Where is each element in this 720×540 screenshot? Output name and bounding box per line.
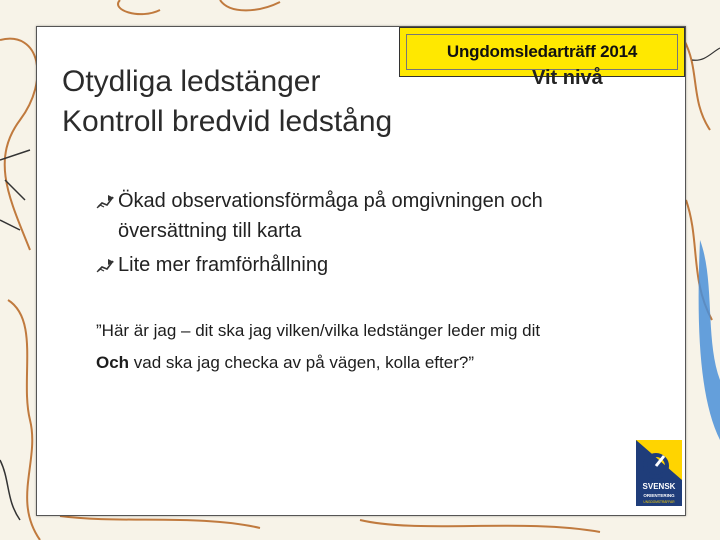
title-line-2: Kontroll bredvid ledstång	[62, 105, 393, 138]
event-banner-label: Ungdomsledarträff 2014	[406, 34, 678, 70]
quote-line-2	[96, 352, 616, 374]
level-label: Vit nivå	[532, 67, 603, 89]
bullet-text: Lite mer framförhållning	[118, 254, 329, 276]
quote-block	[96, 320, 616, 384]
orienteering-flag-icon	[96, 257, 116, 273]
quote-emphasis: Och	[96, 353, 130, 372]
svg-text:ORIENTERING: ORIENTERING	[643, 493, 675, 498]
svensk-orientering-logo	[636, 440, 682, 506]
bullet-item	[96, 186, 656, 246]
page-title	[62, 62, 392, 142]
title-line-1: Otydliga ledstänger	[62, 65, 321, 98]
svg-text:UNGDOMSTRÄFFAR: UNGDOMSTRÄFFAR	[643, 500, 675, 504]
svg-text:SVENSK: SVENSK	[642, 482, 676, 491]
quote-line-2-rest: vad ska jag checka av på vägen, kolla efter?”	[129, 353, 474, 372]
orienteering-flag-icon	[96, 193, 116, 209]
bullet-text: Ökad observationsförmåga på omgivningen och översättning till karta	[118, 190, 543, 242]
quote-line-1: ”Här är jag – dit ska jag vilken/vilka ledstänger leder mig dit	[96, 321, 541, 340]
bullet-item	[96, 250, 656, 280]
bullet-list	[96, 186, 656, 280]
